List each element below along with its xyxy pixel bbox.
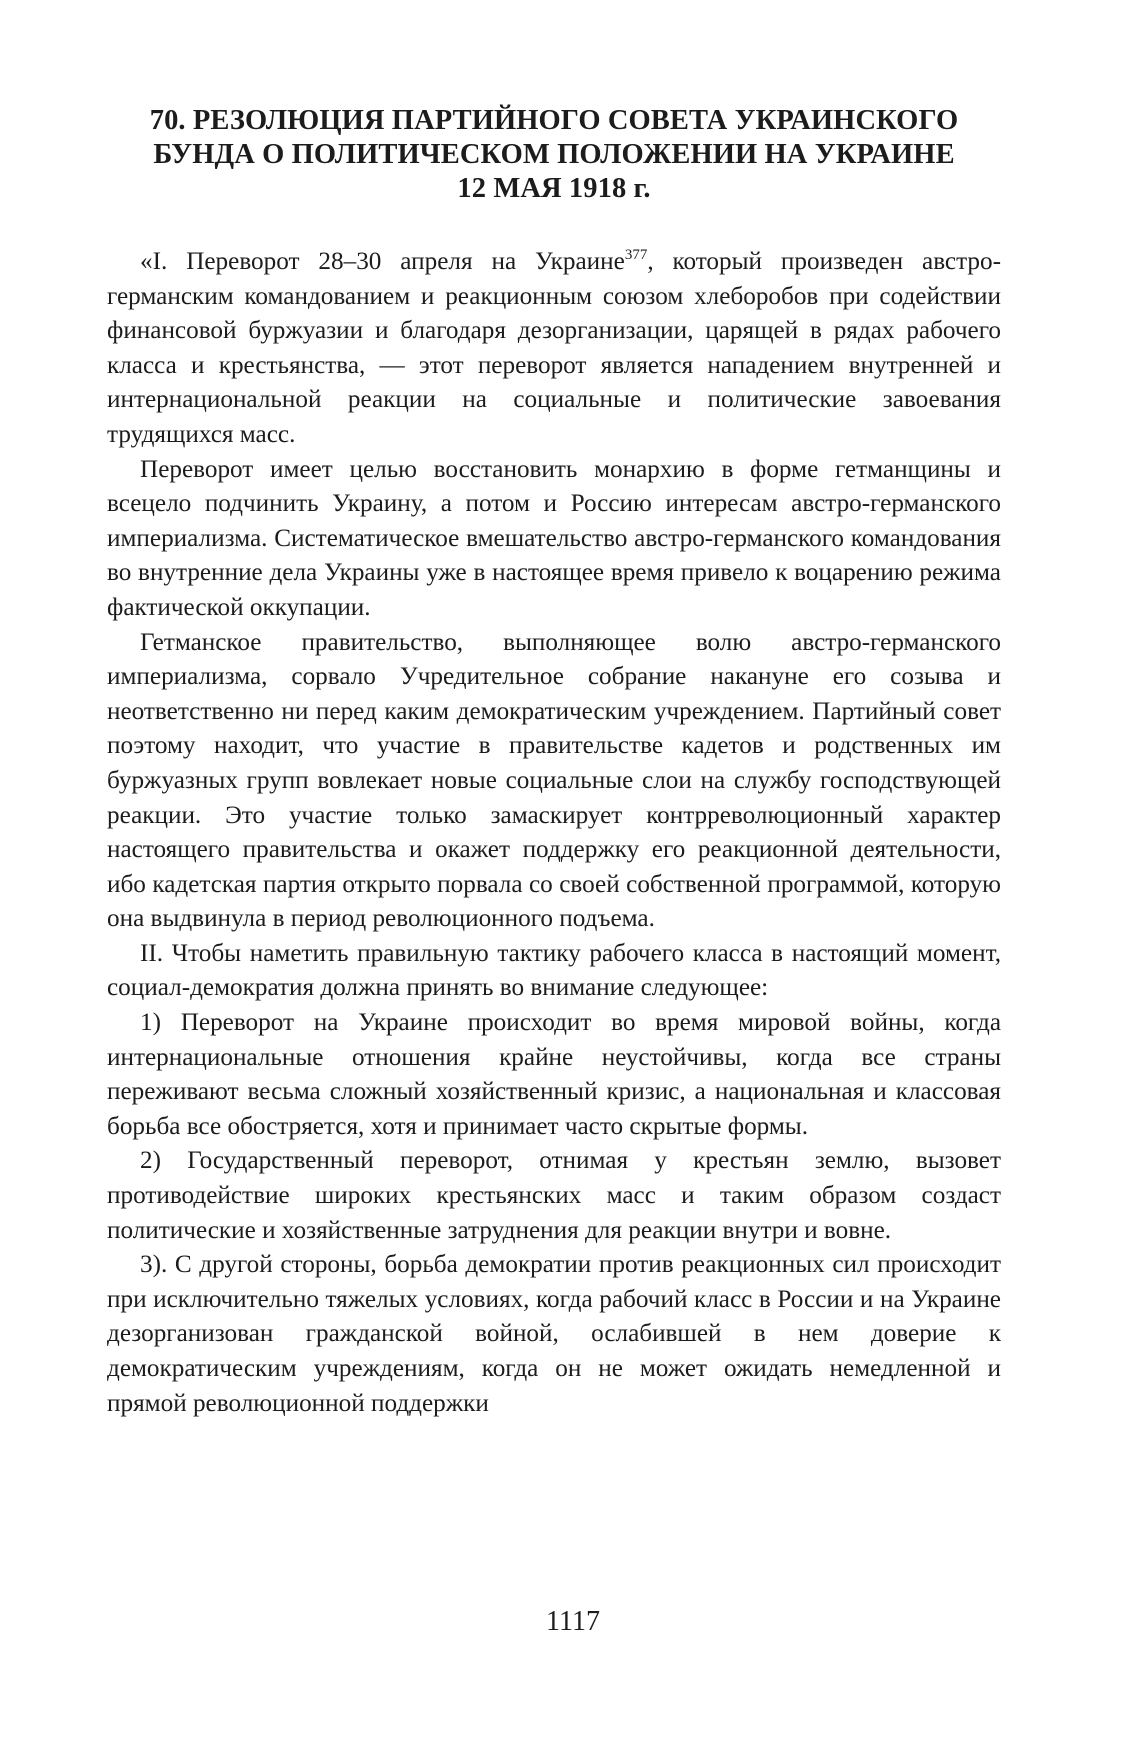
title-date: 12 МАЯ 1918 г.	[457, 173, 651, 204]
paragraph-4: II. Чтобы наметить правильную тактику рабочего класса в настоящий момент, социал-демократия должна принять во внимание следующее:	[107, 939, 1001, 1002]
title-line-1: 70. РЕЗОЛЮЦИЯ ПАРТИЙНОГО СОВЕТА УКРАИНСКОГО	[149, 105, 959, 136]
list-item-3: 3). С другой стороны, борьба демократии против реакционных сил происходит при исключительно тяжелых условиях, когда рабочий класс в России и на Украине дезорганизован гражданской войной, ослабившей в нем доверие к демократическим учреждениям, когда он не может ожидать немедленной и прямой революционной поддержки	[107, 1251, 1001, 1417]
document-body	[107, 245, 1001, 1421]
document-title	[107, 104, 1001, 206]
paragraph-1-text-end: , который произведен австро-германским командованием и реакционным союзом хлеборобов при содействии финансовой буржуазии и благодаря дезорганизации, царящей в рядах рабочего класса и крестьянства, — этот переворот является нападением внутренней и интернациональной реакции на социальные и политические завоевания трудящихся масс.	[107, 248, 1002, 448]
footnote-ref: 377	[624, 247, 648, 263]
paragraph-3: Гетманское правительство, выполняющее волю австро-германского империализма, сорвало Учредительное собрание накануне его созыва и неответственно ни перед каким демократическим учреждением. Партийный совет поэтому находит, что участие в правительстве кадетов и родственных им буржуазных групп вовлекает новые социальные слои на службу господствующей реакции. Это участие только замаскирует контрреволюционный характер настоящего правительства и окажет поддержку его реакционной деятельности, ибо кадетская партия открыто порвала со своей собственной программой, которую она выдвинула в период революционного подъема.	[107, 628, 1001, 933]
document-page	[107, 104, 1001, 1421]
page-number: 1117	[546, 1606, 600, 1637]
paragraph-2: Переворот имеет целью восстановить монархию в форме гетманщины и всецело подчинить Украину, а потом и Россию интересам австро-германского империализма. Систематическое вмешательство австро-германского командования во внутренние дела Украины уже в настоящее время привело к воцарению режима фактической оккупации.	[107, 455, 1001, 621]
list-item-1: 1) Переворот на Украине происходит во время мировой войны, когда интернациональные отношения крайне неустойчивы, когда все страны переживают весьма сложный хозяйственный кризис, а национальная и классовая борьба все обостряется, хотя и принимает часто скрытые формы.	[107, 1009, 1001, 1140]
paragraph-1-text-start: «I. Переворот 28–30 апреля на Украине	[140, 248, 625, 275]
title-line-2: БУНДА О ПОЛИТИЧЕСКОМ ПОЛОЖЕНИИ НА УКРАИНЕ	[153, 139, 955, 170]
list-item-2: 2) Государственный переворот, отнимая у крестьян землю, вызовет противодействие широких крестьянских масс и таким образом создаст политические и хозяйственные затруднения для реакции внутри и вовне.	[107, 1147, 1001, 1244]
paragraph-1	[107, 245, 1001, 453]
